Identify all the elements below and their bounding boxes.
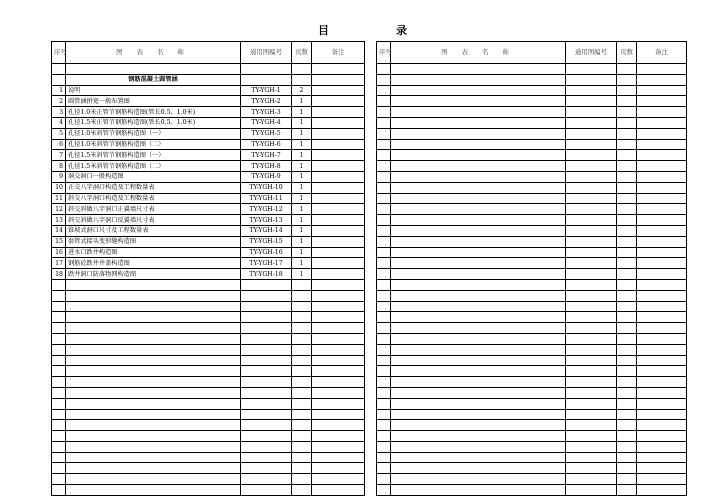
empty-row: [377, 74, 687, 85]
empty-row: [377, 161, 687, 172]
table-row: [52, 150, 365, 161]
page-title: [0, 22, 711, 38]
row-code: TY-YGH-7: [241, 150, 292, 161]
row-code: TY-YGH-4: [241, 117, 292, 128]
empty-row: [52, 474, 365, 485]
empty-row: [377, 355, 687, 366]
table-row: [52, 193, 365, 204]
row-code: TY-YGH-11: [241, 193, 292, 204]
row-no: 16: [52, 247, 66, 258]
row-no: 1: [52, 85, 66, 96]
row-remark: [312, 161, 365, 172]
row-no: 10: [52, 182, 66, 193]
empty-row: [377, 409, 687, 420]
empty-row: [377, 398, 687, 409]
row-name: 洞交洞口一般构造图: [66, 171, 241, 182]
empty-row: [377, 150, 687, 161]
row-no: 11: [52, 193, 66, 204]
row-no: 13: [52, 215, 66, 226]
empty-row: [377, 258, 687, 269]
row-name: 斜交斜做八字洞口正翼墙尺寸表: [66, 204, 241, 215]
empty-row: [52, 355, 365, 366]
right-header-pages: 页数: [617, 42, 637, 64]
row-pages: 1: [292, 182, 312, 193]
empty-row: [377, 117, 687, 128]
row-pages: 1: [292, 171, 312, 182]
row-code: TY-YGH-6: [241, 139, 292, 150]
empty-row: [377, 474, 687, 485]
empty-row: [377, 333, 687, 344]
header-name: 图 表 名 称: [66, 42, 241, 64]
empty-row: [377, 236, 687, 247]
row-remark: [312, 215, 365, 226]
empty-row: [377, 128, 687, 139]
row-name: 套管式接头变形缝构造图: [66, 236, 241, 247]
row-name: 说明: [66, 85, 241, 96]
left-header-row: [52, 42, 365, 64]
row-name: 正交八字洞口构造及工程数量表: [66, 182, 241, 193]
row-no: 4: [52, 117, 66, 128]
row-no: 12: [52, 204, 66, 215]
row-remark: [312, 107, 365, 118]
row-code: TY-YGH-16: [241, 247, 292, 258]
empty-row: [377, 107, 687, 118]
empty-row: [377, 171, 687, 182]
empty-row: [377, 301, 687, 312]
spacer-row: [52, 64, 365, 75]
row-code: TY-YGH-13: [241, 215, 292, 226]
row-name: 孔径1.5米正管节钢筋构造图(管长0.5、1.0米): [66, 117, 241, 128]
row-no: 3: [52, 107, 66, 118]
empty-row: [377, 182, 687, 193]
empty-row: [52, 312, 365, 323]
table-row: [52, 128, 365, 139]
title-char-2: 录: [396, 24, 407, 37]
row-code: TY-YGH-3: [241, 107, 292, 118]
row-code: TY-YGH-12: [241, 204, 292, 215]
row-remark: [312, 85, 365, 96]
row-no: 7: [52, 150, 66, 161]
empty-row: [52, 463, 365, 474]
title-char-1: 目: [318, 24, 329, 37]
empty-row: [52, 409, 365, 420]
empty-row: [377, 431, 687, 442]
row-name: 孔径1.0米正管节钢筋构造图(管长0.5、1.0米): [66, 107, 241, 118]
empty-row: [52, 420, 365, 431]
row-remark: [312, 225, 365, 236]
row-code: TY-YGH-8: [241, 161, 292, 172]
table-row: [52, 139, 365, 150]
right-header-row: [377, 42, 687, 64]
empty-row: [377, 64, 687, 75]
table-row: [52, 204, 365, 215]
row-remark: [312, 236, 365, 247]
row-code: TY-YGH-17: [241, 258, 292, 269]
row-no: 6: [52, 139, 66, 150]
empty-row: [377, 387, 687, 398]
row-pages: 1: [292, 139, 312, 150]
empty-row: [52, 366, 365, 377]
empty-row: [377, 290, 687, 301]
row-code: TY-YGH-14: [241, 225, 292, 236]
row-pages: 1: [292, 236, 312, 247]
row-no: 2: [52, 96, 66, 107]
table-row: [52, 236, 365, 247]
row-code: TY-YGH-10: [241, 182, 292, 193]
empty-row: [377, 420, 687, 431]
row-pages: 1: [292, 161, 312, 172]
empty-row: [377, 323, 687, 334]
empty-row: [52, 431, 365, 442]
row-code: TY-YGH-5: [241, 128, 292, 139]
empty-row: [52, 323, 365, 334]
row-pages: 1: [292, 150, 312, 161]
row-pages: 1: [292, 258, 312, 269]
table-row: [52, 258, 365, 269]
row-remark: [312, 269, 365, 280]
row-name: 钢筋砼跌井井盖构造图: [66, 258, 241, 269]
table-row: [52, 107, 365, 118]
table-row: [52, 161, 365, 172]
row-pages: 1: [292, 107, 312, 118]
row-remark: [312, 258, 365, 269]
row-name: 孔径1.0米斜管节钢筋构造图（二）: [66, 139, 241, 150]
empty-row: [377, 377, 687, 388]
empty-row: [52, 398, 365, 409]
row-code: TY-YGH-2: [241, 96, 292, 107]
left-index-table: [51, 41, 365, 496]
right-header-remark: 备注: [637, 42, 687, 64]
right-header-no: 序号: [377, 42, 391, 64]
empty-row: [377, 485, 687, 496]
row-no: 15: [52, 236, 66, 247]
row-no: 14: [52, 225, 66, 236]
row-name: 孔径1.0米斜管节钢筋构造图（一）: [66, 128, 241, 139]
empty-row: [52, 279, 365, 290]
row-remark: [312, 96, 365, 107]
empty-row: [377, 441, 687, 452]
row-remark: [312, 193, 365, 204]
row-remark: [312, 182, 365, 193]
empty-row: [377, 366, 687, 377]
row-pages: 1: [292, 117, 312, 128]
table-row: [52, 215, 365, 226]
empty-row: [377, 193, 687, 204]
row-no: 9: [52, 171, 66, 182]
row-no: 17: [52, 258, 66, 269]
row-pages: 1: [292, 215, 312, 226]
row-remark: [312, 139, 365, 150]
table-row: [52, 171, 365, 182]
table-row: [52, 96, 365, 107]
row-pages: 1: [292, 96, 312, 107]
row-code: TY-YGH-15: [241, 236, 292, 247]
row-remark: [312, 150, 365, 161]
row-pages: 1: [292, 193, 312, 204]
row-remark: [312, 204, 365, 215]
empty-row: [52, 377, 365, 388]
empty-row: [377, 463, 687, 474]
table-row: [52, 182, 365, 193]
empty-row: [52, 301, 365, 312]
row-remark: [312, 247, 365, 258]
empty-row: [377, 225, 687, 236]
row-no: 18: [52, 269, 66, 280]
right-header-code: 通用图编号: [566, 42, 617, 64]
row-pages: 1: [292, 247, 312, 258]
empty-row: [377, 279, 687, 290]
row-name: 斜交斜做八字洞口反翼墙尺寸表: [66, 215, 241, 226]
empty-row: [52, 485, 365, 496]
empty-row: [52, 387, 365, 398]
row-name: 锥坡式洞口尺寸及工程数量表: [66, 225, 241, 236]
table-row: [52, 85, 365, 96]
header-no: 序号: [52, 42, 66, 64]
table-row: [52, 117, 365, 128]
empty-row: [377, 344, 687, 355]
row-pages: 2: [292, 85, 312, 96]
empty-row: [377, 96, 687, 107]
row-name: 圆管涵拼宽一般布置图: [66, 96, 241, 107]
row-pages: 1: [292, 128, 312, 139]
row-name: 孔径1.5米斜管节钢筋构造图（一）: [66, 150, 241, 161]
empty-row: [52, 333, 365, 344]
empty-row: [377, 269, 687, 280]
empty-row: [377, 452, 687, 463]
row-no: 5: [52, 128, 66, 139]
table-row: [52, 225, 365, 236]
right-index-table: [376, 41, 687, 496]
table-row: [52, 247, 365, 258]
row-name: 斜交八字洞口构造及工程数量表: [66, 193, 241, 204]
empty-row: [52, 441, 365, 452]
empty-row: [52, 452, 365, 463]
empty-row: [377, 85, 687, 96]
row-name: 跌井洞口防落物网构造图: [66, 269, 241, 280]
row-no: 8: [52, 161, 66, 172]
empty-row: [377, 215, 687, 226]
row-code: TY-YGH-9: [241, 171, 292, 182]
row-pages: 1: [292, 269, 312, 280]
row-remark: [312, 117, 365, 128]
table-row: [52, 269, 365, 280]
header-pages: 页数: [292, 42, 312, 64]
row-name: 进水口跌井构造图: [66, 247, 241, 258]
row-code: TY-YGH-18: [241, 269, 292, 280]
right-header-name: 图 表 名 称: [391, 42, 566, 64]
row-code: TY-YGH-1: [241, 85, 292, 96]
empty-row: [377, 204, 687, 215]
row-name: 孔径1.5米斜管节钢筋构造图（二）: [66, 161, 241, 172]
row-pages: 1: [292, 204, 312, 215]
empty-row: [377, 312, 687, 323]
row-remark: [312, 128, 365, 139]
section-title: 钢筋混凝土圆管涵: [66, 74, 241, 85]
empty-row: [52, 290, 365, 301]
header-remark: 备注: [312, 42, 365, 64]
header-code: 通用图编号: [241, 42, 292, 64]
empty-row: [52, 344, 365, 355]
section-row: [52, 74, 365, 85]
row-remark: [312, 171, 365, 182]
empty-row: [377, 247, 687, 258]
empty-row: [377, 139, 687, 150]
row-pages: 1: [292, 225, 312, 236]
